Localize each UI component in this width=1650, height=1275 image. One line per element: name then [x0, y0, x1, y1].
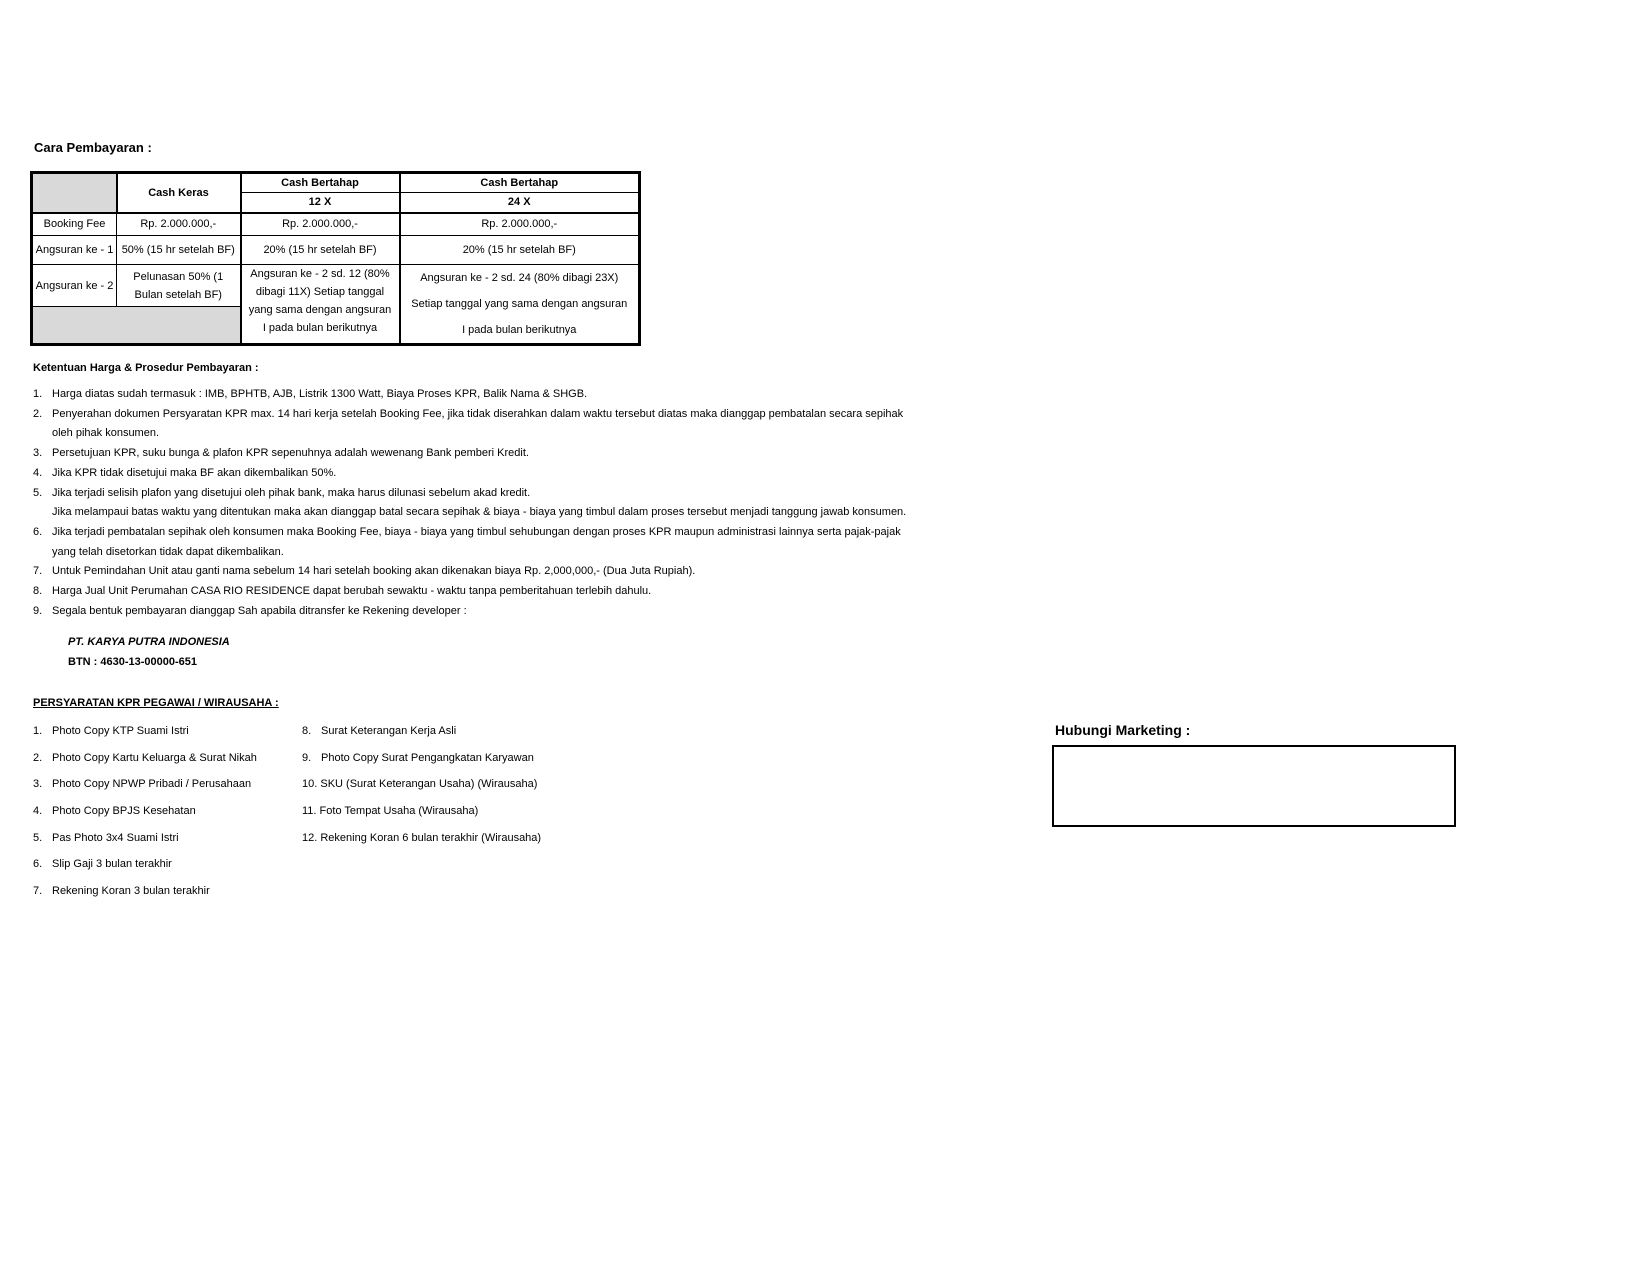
- cell-line: Angsuran ke - 2 sd. 24 (80% dibagi 23X): [420, 272, 619, 284]
- list-item: [33, 444, 1013, 464]
- cell-line: dibagi 11X) Setiap tanggal: [255, 286, 385, 298]
- item-number: 3.: [33, 778, 43, 791]
- item-number: 4.: [33, 466, 43, 479]
- table-row: [32, 265, 640, 307]
- cell-line: I pada bulan berikutnya: [262, 322, 378, 334]
- item-number: 5.: [33, 831, 43, 844]
- cell-angsuran1-bertahap-24: 20% (15 hr setelah BF): [400, 236, 640, 265]
- item-text: Photo Copy BPJS Kesehatan: [52, 805, 196, 818]
- list-item: [302, 831, 622, 858]
- terms-title: Ketentuan Harga & Prosedur Pembayaran :: [33, 362, 259, 374]
- item-number: 6.: [33, 525, 43, 538]
- cell-line: Setiap tanggal yang sama dengan angsuran: [411, 298, 628, 310]
- table-corner-cell: [32, 173, 117, 213]
- cell-angsuran2-bertahap-12: [241, 265, 400, 345]
- row-label-booking: Booking Fee: [32, 213, 117, 236]
- item-text: Foto Tempat Usaha (Wirausaha): [319, 805, 479, 818]
- item-number: 2.: [33, 751, 43, 764]
- item-text: Rekening Koran 6 bulan terakhir (Wirausaha): [320, 831, 542, 844]
- requirements-title: PERSYARATAN KPR PEGAWAI / WIRAUSAHA :: [33, 697, 279, 709]
- item-text: Rekening Koran 3 bulan terakhir: [52, 885, 210, 898]
- item-number: 9.: [302, 751, 312, 764]
- list-item: [33, 831, 293, 858]
- item-number: 7.: [33, 885, 43, 898]
- requirements-right-column: [302, 724, 622, 857]
- item-number: 3.: [33, 447, 43, 460]
- list-item: [302, 751, 622, 778]
- cell-line: Angsuran ke - 2 sd. 12 (80%: [250, 268, 390, 280]
- item-number: 9.: [33, 604, 43, 617]
- list-item: [33, 562, 1013, 582]
- company-name: PT. KARYA PUTRA INDONESIA: [68, 636, 230, 648]
- item-text: Harga Jual Unit Perumahan CASA RIO RESIDENCE dapat berubah sewaktu - waktu tanpa pemberitahuan terlebih dahulu.: [52, 585, 652, 598]
- page-title: Cara Pembayaran :: [34, 140, 152, 155]
- item-continuation: Jika melampaui batas waktu yang ditentukan maka akan dianggap batal secara sepihak & biaya - biaya yang timbul dalam proses tersebut menjadi tanggung jawab konsumen.: [52, 506, 907, 519]
- cell-angsuran2-bertahap-24: [400, 265, 640, 345]
- item-text: Persetujuan KPR, suku bunga & plafon KPR sepenuhnya adalah wewenang Bank pemberi Kredit.: [52, 447, 529, 460]
- list-item: [33, 602, 1013, 622]
- item-number: 6.: [33, 858, 43, 871]
- row-label-angsuran-1: Angsuran ke - 1: [32, 236, 117, 265]
- cell-booking-bertahap-24: Rp. 2.000.000,-: [400, 213, 640, 236]
- list-item: [33, 724, 293, 751]
- item-number: 8.: [302, 725, 312, 737]
- header-bertahap-24: Cash Bertahap: [400, 173, 640, 193]
- terms-list: [33, 385, 1013, 621]
- list-item: [33, 751, 293, 778]
- cell-angsuran1-cash-keras: 50% (15 hr setelah BF): [117, 236, 241, 265]
- item-number: 7.: [33, 565, 43, 578]
- contact-box: [1052, 745, 1456, 827]
- list-item: [33, 523, 1013, 562]
- contact-label: Hubungi Marketing :: [1055, 722, 1191, 738]
- item-text: Jika KPR tidak disetujui maka BF akan dikembalikan 50%.: [52, 466, 337, 479]
- item-text: SKU (Surat Keterangan Usaha) (Wirausaha): [320, 778, 538, 791]
- list-item: [33, 464, 1013, 484]
- cell-booking-cash-keras: Rp. 2.000.000,-: [117, 213, 241, 236]
- item-text: Penyerahan dokumen Persyaratan KPR max. 14 hari kerja setelah Booking Fee, jika tidak diserahkan dalam waktu tersebut diatas maka dianggap pembatalan secara sepihak: [52, 407, 904, 420]
- list-item: [302, 777, 622, 804]
- item-text: Pas Photo 3x4 Suami Istri: [52, 831, 179, 844]
- item-text: Jika terjadi selisih plafon yang disetujui oleh pihak bank, maka harus dilunasi sebelum akad kredit.: [52, 486, 531, 499]
- list-item: [33, 385, 1013, 405]
- list-item: [33, 884, 293, 911]
- cell-booking-bertahap-12: Rp. 2.000.000,-: [241, 213, 400, 236]
- item-number: 1.: [33, 725, 43, 737]
- item-continuation: oleh pihak konsumen.: [52, 427, 160, 440]
- item-text: Surat Keterangan Kerja Asli: [321, 725, 457, 737]
- header-cash-keras: Cash Keras: [117, 173, 241, 213]
- header-bertahap-24-sub: 24 X: [400, 193, 640, 213]
- cell-line: I pada bulan berikutnya: [462, 324, 577, 336]
- item-number: 12.: [302, 831, 318, 844]
- item-number: 1.: [33, 388, 43, 400]
- cell-angsuran2-cash-keras: [117, 265, 241, 307]
- list-item: [33, 804, 293, 831]
- table-row: [32, 213, 640, 236]
- list-item: [302, 724, 622, 751]
- item-text: Photo Copy Surat Pengangkatan Karyawan: [321, 751, 534, 764]
- header-bertahap-12-sub: 12 X: [241, 193, 400, 213]
- item-number: 8.: [33, 585, 43, 598]
- item-number: 2.: [33, 407, 43, 420]
- item-text: Untuk Pemindahan Unit atau ganti nama sebelum 14 hari setelah booking akan dikenakan biaya Rp. 2,000,000,- (Dua Juta Rupiah).: [52, 565, 696, 578]
- item-text: Jika terjadi pembatalan sepihak oleh konsumen maka Booking Fee, biaya - biaya yang timbul sehubungan dengan proses KPR maupun administrasi lainnya serta pajak-pajak: [52, 525, 901, 538]
- item-text: Segala bentuk pembayaran dianggap Sah apabila ditransfer ke Rekening developer :: [52, 604, 467, 617]
- row-label-angsuran-2: Angsuran ke - 2: [32, 265, 117, 307]
- cell-angsuran1-bertahap-12: 20% (15 hr setelah BF): [241, 236, 400, 265]
- requirements-left-column: [33, 724, 293, 911]
- list-item: [33, 405, 1013, 444]
- item-number: 10.: [302, 778, 318, 791]
- item-number: 4.: [33, 805, 43, 818]
- cell-line: Bulan setelah BF): [134, 288, 222, 301]
- bank-account: BTN : 4630-13-00000-651: [68, 656, 198, 668]
- cell-line: Pelunasan 50% (1: [133, 270, 224, 283]
- table-empty-gray-cell: [32, 307, 241, 345]
- list-item: [33, 484, 1013, 523]
- table-row: [32, 236, 640, 265]
- item-number: 5.: [33, 486, 43, 499]
- item-text: Harga diatas sudah termasuk : IMB, BPHTB, AJB, Listrik 1300 Watt, Biaya Proses KPR, Balik Nama & SHGB.: [52, 388, 588, 400]
- list-item: [33, 857, 293, 884]
- item-continuation: yang telah disetorkan tidak dapat dikembalikan.: [52, 545, 284, 558]
- list-item: [302, 804, 622, 831]
- item-text: Photo Copy KTP Suami Istri: [52, 725, 189, 737]
- payment-table: [30, 171, 641, 346]
- item-text: Slip Gaji 3 bulan terakhir: [52, 858, 172, 871]
- item-number: 11.: [302, 805, 317, 818]
- cell-line: yang sama dengan angsuran: [248, 304, 392, 316]
- list-item: [33, 582, 1013, 602]
- list-item: [33, 777, 293, 804]
- item-text: Photo Copy NPWP Pribadi / Perusahaan: [52, 778, 252, 791]
- item-text: Photo Copy Kartu Keluarga & Surat Nikah: [52, 751, 257, 764]
- header-bertahap-12: Cash Bertahap: [241, 173, 400, 193]
